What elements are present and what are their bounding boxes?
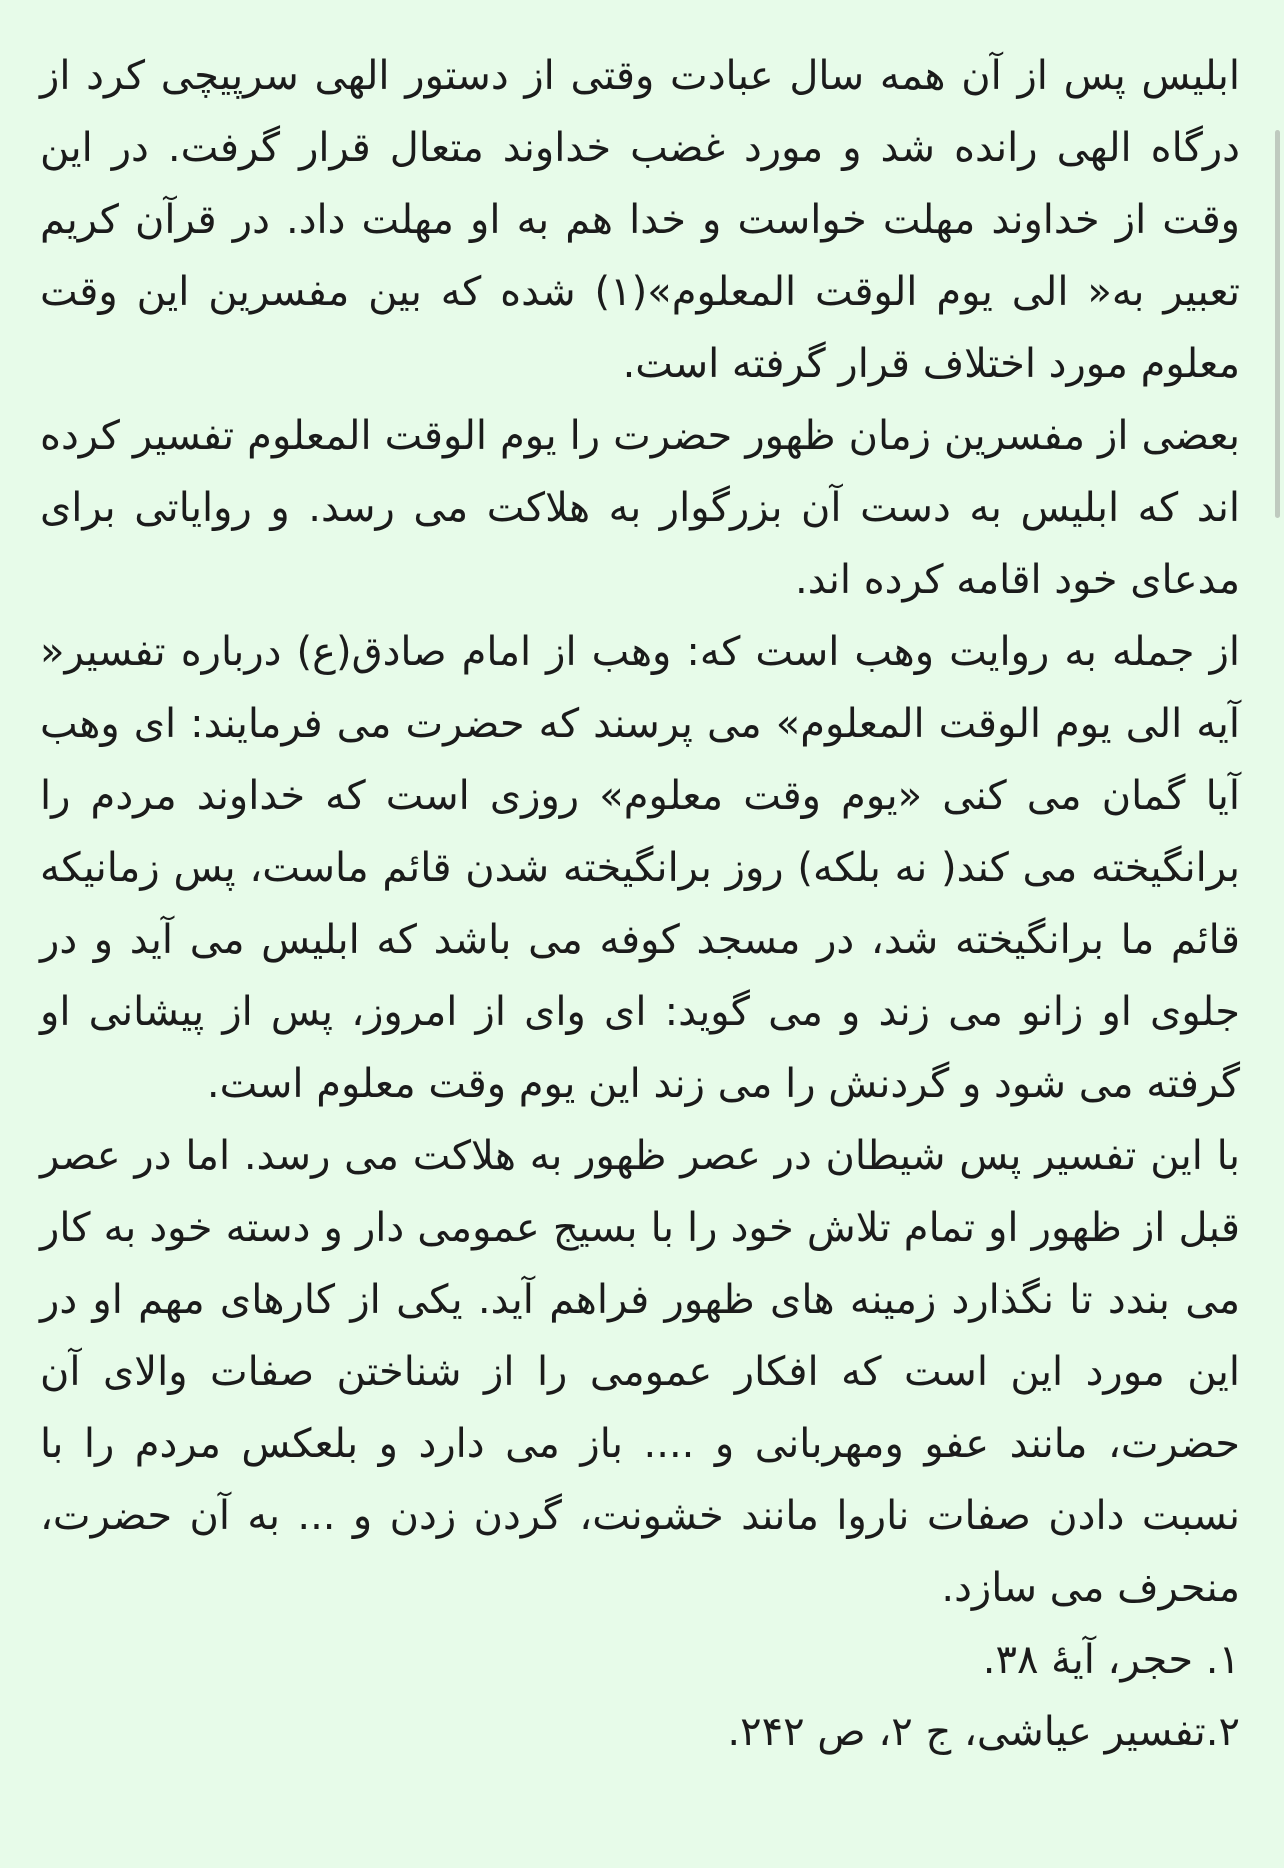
paragraph-1: ابلیس پس از آن همه سال عبادت وقتی از دستور الهی سرپیچی کرد از درگاه الهی رانده شد و مورد غضب خداوند متعال قرار گرفت. در این وقت از خداوند مهلت خواست و خدا هم به او مهلت داد. در قرآن کریم تعبیر به« الی یوم الوقت المعلوم»(۱) شده که بین مفسرین این وقت معلوم مورد اختلاف قرار گرفته است. [40, 53, 1240, 387]
paragraph-3: از جمله به روایت وهب است که: وهب از امام صادق(ع) درباره تفسیر« آیه الی یوم الوقت المعلوم» می پرسند که حضرت می فرمایند: ای وهب آیا گمان می کنی «یوم وقت معلوم» روزی است که خداوند مردم را برانگیخته می کند( نه بلکه) روز برانگیخته شدن قائم ماست، پس زمانیکه قائم ما برانگیخته شد، در مسجد کوفه می باشد که ابلیس می آید و در جلوی او زانو می زند و می گوید: ای وای از امروز، پس از پیشانی او گرفته می شود و گردنش را می زند این یوم وقت معلوم است. [40, 629, 1240, 1107]
paragraph-4: با این تفسیر پس شیطان در عصر ظهور به هلاکت می رسد. اما در عصر قبل از ظهور او تمام تلاش خود را با بسیج عمومی دار و دسته خود به کار می بندد تا نگذارد زمینه های ظهور فراهم آید. یکی از کارهای مهم او در این مورد این است که افکار عمومی را از شناختن صفات والای آن حضرت، مانند عفو ومهربانی و .... باز می دارد و بلعکس مردم را با نسبت دادن صفات ناروا مانند خشونت، گردن زدن و ... به آن حضرت، منحرف می سازد. [40, 1133, 1240, 1611]
footnotes [40, 1624, 1240, 1768]
paragraph-2: بعضی از مفسرین زمان ظهور حضرت را یوم الوقت المعلوم تفسیر کرده اند که ابلیس به دست آن بزرگوار به هلاکت می رسد. و روایاتی برای مدعای خود اقامه کرده اند. [40, 413, 1240, 603]
scrollbar-thumb[interactable] [1275, 130, 1280, 518]
reader-text-area [40, 40, 1240, 1840]
footnote-1: ۱. حجر، آیهٔ ۳۸. [982, 1637, 1240, 1683]
footnote-2: ۲.تفسیر عیاشی، ج ۲، ص ۲۴۲. [727, 1709, 1240, 1755]
